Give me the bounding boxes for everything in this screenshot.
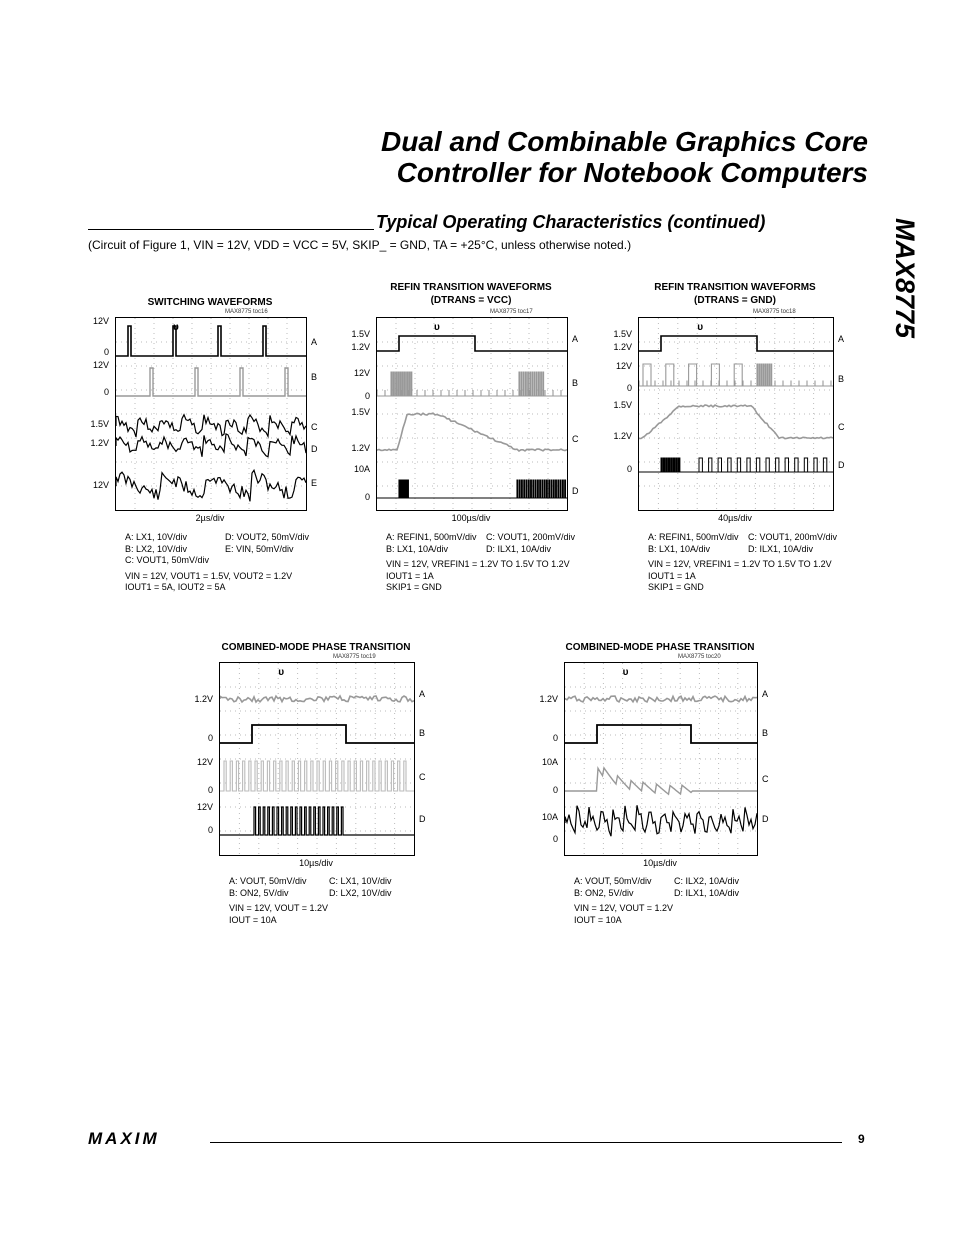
plot-notes (125, 571, 292, 594)
plot-title: SWITCHING WAVEFORMS (147, 297, 273, 308)
channel-label: A (419, 689, 426, 699)
trigger-marker-icon: υ (173, 322, 179, 333)
legend-column-a (574, 876, 673, 899)
note-line: VIN = 12V, VREFIN1 = 1.2V TO 1.5V TO 1.2V (386, 559, 570, 569)
legend-entry: A: LX1, 10V/div (125, 532, 188, 542)
plot-title: REFIN TRANSITION WAVEFORMS (DTRANS = GND) (654, 282, 816, 306)
y-tick-label: 12V (92, 316, 109, 326)
time-division-label: 10µs/div (299, 858, 333, 868)
channel-label: B (419, 728, 426, 738)
y-tick-label: 0 (552, 785, 558, 795)
trigger-marker-icon: υ (622, 667, 629, 678)
y-tick-label: 1.5V (90, 419, 109, 429)
legend-entry: D: VOUT2, 50mV/div (225, 532, 310, 542)
channel-label: D (762, 814, 769, 824)
section-heading: Typical Operating Characteristics (continued) (376, 212, 766, 232)
figure-tag: MAX8775 toc20 (678, 654, 721, 660)
oscilloscope-plot (376, 317, 568, 511)
legend-entry: D: ILX1, 10A/div (674, 887, 740, 898)
time-division-label: 40µs/div (718, 513, 752, 523)
legend-entry: B: LX1, 10A/div (386, 543, 449, 554)
legend-entry: B: ON2, 5V/div (574, 887, 634, 898)
figure-tag: MAX8775 toc18 (753, 309, 796, 315)
plot-legend (386, 532, 576, 594)
note-line: IOUT1 = 5A, IOUT2 = 5A (125, 582, 226, 592)
channel-label: D (838, 460, 845, 470)
y-tick-label: 0 (626, 464, 632, 474)
legend-column-a (229, 876, 328, 899)
plot-notes (648, 559, 832, 594)
trace-d-lx2 (220, 807, 414, 835)
channel-label: C (311, 422, 318, 432)
y-tick-label: 12V (92, 360, 109, 370)
svg-text:MAX8775: MAX8775 (890, 218, 920, 339)
legend-entry: D: LX2, 10V/div (329, 887, 392, 898)
trigger-marker-icon: υ (434, 322, 440, 333)
legend-entry: D: ILX1, 10A/div (748, 543, 814, 554)
y-tick-label: 0 (626, 383, 632, 393)
y-tick-label: 1.5V (351, 329, 370, 339)
y-tick-label: 1.2V (351, 342, 370, 352)
trace-b-lx2 (116, 368, 306, 396)
y-tick-label: 1.2V (351, 443, 370, 453)
channel-label: C (419, 772, 426, 782)
y-tick-label: 0 (103, 387, 109, 397)
legend-entry: A: VOUT, 50mV/div (229, 876, 307, 886)
plot-notes (386, 559, 570, 594)
section-rule (88, 229, 374, 230)
trace-d-ilx1 (565, 805, 757, 836)
y-tick-label: 0 (207, 825, 213, 835)
trace-c-ilx2 (565, 768, 757, 794)
channel-label: A (572, 334, 579, 344)
note-line: IOUT1 = 1A (648, 570, 696, 581)
plot-legend (574, 876, 740, 926)
legend-entry: E: VIN, 50mV/div (225, 543, 294, 554)
channel-label: A (311, 337, 318, 347)
legend-entry: A: VOUT, 50mV/div (574, 876, 652, 886)
test-conditions: (Circuit of Figure 1, VIN = 12V, VDD = VCC = 5V, SKIP_ = GND, TA = +25°C, unless otherwise noted.) (88, 238, 632, 252)
channel-label: C (572, 434, 579, 444)
plot-legend (125, 532, 310, 594)
y-tick-label: 0 (103, 347, 109, 357)
legend-entry: B: LX1, 10A/div (648, 543, 711, 554)
y-tick-label: 1.2V (613, 431, 632, 441)
figure-tag: MAX8775 toc16 (225, 309, 268, 315)
trigger-marker-icon: υ (697, 322, 704, 333)
channel-label: A (762, 689, 769, 699)
note-line: SKIP1 = GND (648, 582, 704, 592)
figure-tag: MAX8775 toc17 (490, 309, 533, 315)
channel-label: E (311, 478, 318, 488)
legend-column-b (329, 876, 392, 899)
y-tick-label: 10A (541, 812, 558, 822)
y-tick-label: 0 (552, 834, 558, 844)
oscilloscope-plot (564, 662, 758, 856)
y-tick-label: 0 (552, 733, 558, 743)
oscilloscope-plot (638, 317, 834, 511)
y-tick-label: 1.2V (539, 694, 558, 704)
y-tick-label: 1.5V (613, 329, 632, 339)
channel-label: A (838, 334, 845, 344)
y-tick-label: 10A (541, 757, 558, 767)
legend-entry: C: VOUT1, 200mV/div (748, 532, 838, 542)
channel-label: D (419, 814, 426, 824)
y-tick-label: 0 (364, 391, 370, 401)
note-line: VIN = 12V, VOUT = 1.2V (574, 903, 674, 913)
title-line-2: Controller for Notebook Computers (396, 157, 868, 188)
legend-entry: C: LX1, 10V/div (329, 876, 392, 886)
y-tick-label: 1.5V (351, 407, 370, 417)
time-division-label: 100µs/div (451, 513, 491, 523)
legend-column-b (486, 532, 575, 555)
svg-text:MAXIM: MAXIM (88, 1130, 160, 1146)
legend-column-b (225, 532, 309, 555)
y-tick-label: 12V (196, 757, 213, 767)
note-line: SKIP1 = GND (386, 582, 442, 592)
y-tick-label: 1.2V (194, 694, 213, 704)
y-tick-label: 0 (207, 733, 213, 743)
legend-entry: C: VOUT1, 200mV/div (486, 532, 576, 542)
y-tick-label: 0 (364, 492, 370, 502)
y-tick-label: 12V (92, 480, 109, 490)
oscilloscope-plot (115, 317, 307, 511)
y-tick-label: 12V (196, 802, 213, 812)
note-line: IOUT = 10A (574, 914, 622, 925)
page-number: 9 (858, 1132, 865, 1146)
channel-label: D (311, 444, 318, 454)
legend-entry: A: REFIN1, 500mV/div (386, 532, 477, 542)
trace-a-lx1 (116, 326, 306, 356)
y-tick-label: 1.2V (90, 438, 109, 448)
channel-label: B (572, 378, 579, 388)
trace-a-vout (220, 696, 414, 702)
plot-notes (574, 903, 673, 926)
legend-entry: A: REFIN1, 500mV/div (648, 532, 739, 542)
channel-label: B (762, 728, 769, 738)
note-line: IOUT = 10A (229, 914, 277, 925)
trigger-marker-icon: υ (278, 667, 285, 678)
y-tick-label: 10A (353, 464, 370, 474)
plot-legend (648, 532, 838, 594)
legend-entry: C: VOUT1, 50mV/div (125, 555, 210, 565)
channel-label: D (572, 486, 579, 496)
legend-entry: C: ILX2, 10A/div (674, 876, 740, 886)
note-line: IOUT1 = 1A (386, 570, 434, 581)
y-tick-label: 0 (207, 785, 213, 795)
channel-label: C (762, 774, 769, 784)
part-number-sidebar (888, 218, 928, 378)
maxim-logo (88, 1130, 200, 1151)
channel-label: B (311, 372, 318, 382)
trace-c-lx1 (220, 761, 414, 791)
legend-column-b (748, 532, 837, 555)
plot-title: REFIN TRANSITION WAVEFORMS (DTRANS = VCC) (390, 282, 552, 306)
plot-notes (229, 903, 328, 926)
plot-title: COMBINED-MODE PHASE TRANSITION (565, 642, 755, 653)
channel-label: C (838, 422, 845, 432)
legend-entry: B: ON2, 5V/div (229, 887, 289, 898)
plot-legend (229, 876, 392, 926)
note-line: VIN = 12V, VOUT1 = 1.5V, VOUT2 = 1.2V (125, 570, 293, 581)
oscilloscope-plot (219, 662, 415, 856)
y-tick-label: 12V (353, 368, 370, 378)
plot-title: COMBINED-MODE PHASE TRANSITION (221, 642, 411, 653)
title-line-1: Dual and Combinable Graphics Core (381, 126, 868, 157)
legend-entry: B: LX2, 10V/div (125, 543, 188, 554)
legend-column-b (674, 876, 739, 899)
y-tick-label: 12V (615, 361, 632, 371)
y-tick-label: 1.5V (613, 400, 632, 410)
time-division-label: 10µs/div (643, 858, 677, 868)
trace-d-ilx1 (639, 458, 833, 472)
footer-rule (210, 1142, 842, 1143)
note-line: VIN = 12V, VOUT = 1.2V (229, 903, 329, 913)
note-line: VIN = 12V, VREFIN1 = 1.2V TO 1.5V TO 1.2V (648, 559, 832, 569)
legend-entry: D: ILX1, 10A/div (486, 543, 552, 554)
figure-tag: MAX8775 toc19 (333, 654, 376, 660)
y-tick-label: 1.2V (613, 342, 632, 352)
channel-label: B (838, 374, 845, 384)
trace-b-lx1 (639, 364, 833, 386)
time-division-label: 2µs/div (195, 513, 225, 523)
